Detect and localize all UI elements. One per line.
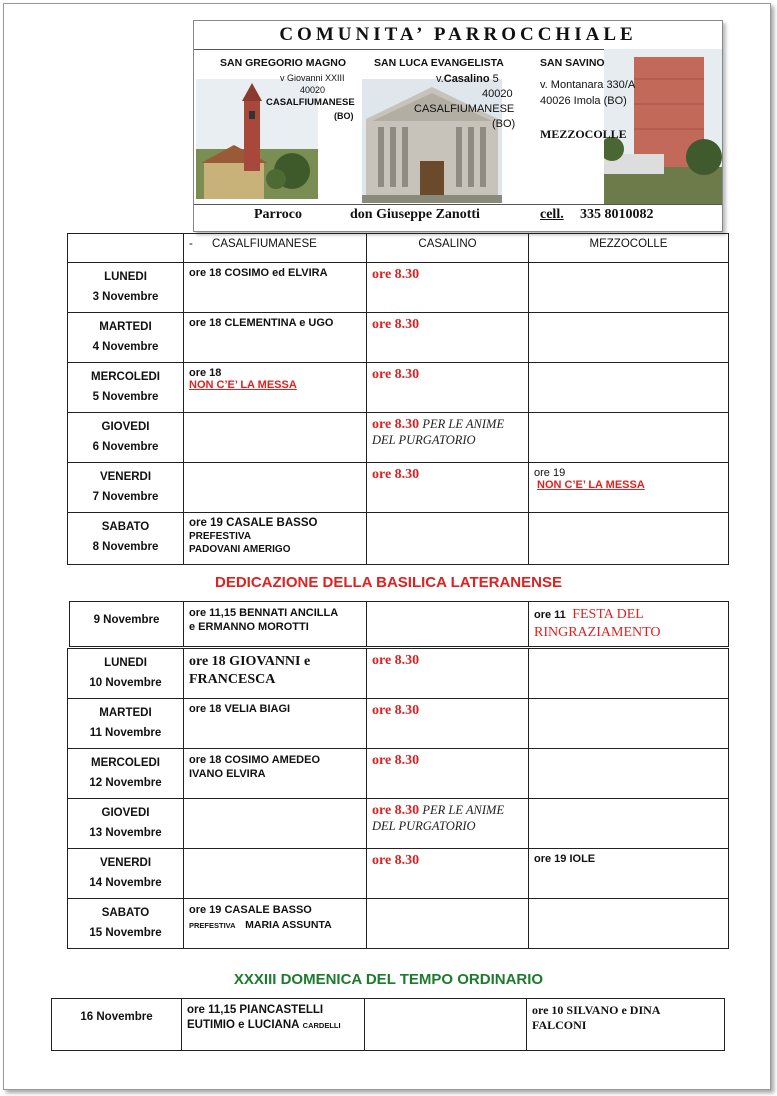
header-title: COMUNITA’ PARROCCHIALE: [279, 24, 637, 45]
mezzocolle-cell: [529, 749, 729, 799]
table-row: [68, 749, 729, 799]
day-cell: LUNEDI 10 Novembre: [68, 649, 184, 699]
day-cell: VENERDI 7 Novembre: [68, 463, 184, 513]
casalfiumanese-cell: ore 18 COSIMO AMEDEO IVANO ELVIRA: [184, 749, 367, 799]
parish-3-name: SAN SAVINO: [540, 57, 605, 69]
casalfiumanese-cell: [184, 413, 367, 463]
day-cell: LUNEDI 3 Novembre: [68, 263, 184, 313]
table-row: [68, 513, 729, 565]
casalfiumanese-cell: [184, 849, 367, 899]
mezzocolle-cell: ore 19 NON C’E’ LA MESSA: [529, 463, 729, 513]
parish-2-street: Casalino: [443, 73, 490, 85]
day-cell: GIOVEDI 13 Novembre: [68, 799, 184, 849]
casalfiumanese-cell: [184, 463, 367, 513]
casalino-cell: ore 8.30: [367, 313, 529, 363]
col-casalfiumanese: [184, 234, 367, 263]
col-casalfiumanese-label: CASALFIUMANESE: [212, 238, 317, 250]
phone-number: 335 8010082: [580, 207, 654, 222]
day-cell: MERCOLEDI 5 Novembre: [68, 363, 184, 413]
mezzocolle-cell: [529, 263, 729, 313]
day-cell: SABATO 15 Novembre: [68, 899, 184, 949]
day-cell: GIOVEDI 6 Novembre: [68, 413, 184, 463]
parish-2-number: 5: [492, 73, 499, 85]
parish-2-prov: (BO): [492, 118, 516, 130]
col-dash: -: [189, 238, 193, 250]
casalino-cell: ore 8.30: [367, 649, 529, 699]
mezzocolle-cell: [529, 513, 729, 565]
schedule-week-1: [67, 233, 729, 565]
table-row: [68, 799, 729, 849]
day-cell: 9 Novembre: [70, 602, 184, 647]
casalino-cell: ore 8.30: [367, 849, 529, 899]
table-row: [68, 313, 729, 363]
mezzocolle-cell: [529, 313, 729, 363]
parish-2-town: CASALFIUMANESE: [414, 103, 515, 115]
casalino-cell: [367, 899, 529, 949]
table-row: [52, 999, 725, 1051]
casalino-cell: ore 8.30 PER LE ANIME DEL PURGATORIO: [367, 799, 529, 849]
parish-header: [193, 20, 723, 232]
casalino-cell: ore 8.30 PER LE ANIME DEL PURGATORIO: [367, 413, 529, 463]
parish-1-cap: 40020: [300, 85, 326, 95]
table-row: [68, 263, 729, 313]
schedule-feast-16-nov: [51, 998, 725, 1051]
parish-3-cap-town: 40026 Imola (BO): [540, 95, 627, 107]
casalfiumanese-cell: ore 18 NON C’E’ LA MESSA: [184, 363, 367, 413]
mezzocolle-cell: ore 10 SILVANO e DINA FALCONI: [527, 999, 725, 1051]
table-row: [68, 463, 729, 513]
casalino-cell: ore 8.30: [367, 463, 529, 513]
parish-2-address: [436, 73, 499, 85]
phone-label: cell.: [540, 207, 564, 222]
casalfiumanese-cell: ore 19 CASALE BASSO PREFESTIVA MARIA ASSUNTA: [184, 899, 367, 949]
priest-role: Parroco: [254, 207, 302, 222]
day-cell: MARTEDI 4 Novembre: [68, 313, 184, 363]
casalino-cell: [367, 513, 529, 565]
header-bottom-divider: [194, 204, 722, 205]
day-cell: MERCOLEDI 12 Novembre: [68, 749, 184, 799]
priest-name: don Giuseppe Zanotti: [350, 207, 480, 222]
casalfiumanese-cell: ore 18 GIOVANNI e FRANCESCA: [184, 649, 367, 699]
day-cell: SABATO 8 Novembre: [68, 513, 184, 565]
schedule-week-2: [67, 648, 729, 949]
mezzocolle-cell: ore 19 IOLE: [529, 849, 729, 899]
table-row: [70, 602, 729, 647]
parish-1-town: CASALFIUMANESE: [266, 97, 355, 108]
mezzocolle-cell: [529, 699, 729, 749]
casalfiumanese-cell: ore 19 CASALE BASSO PREFESTIVA PADOVANI AMERIGO: [184, 513, 367, 565]
casalfiumanese-cell: ore 18 COSIMO ed ELVIRA: [184, 263, 367, 313]
table-row: [68, 699, 729, 749]
table-row: [68, 649, 729, 699]
table-row: [68, 363, 729, 413]
casalino-cell: ore 8.30: [367, 263, 529, 313]
casalfiumanese-cell: ore 11,15 PIANCASTELLI EUTIMIO e LUCIANA CARDELLI: [182, 999, 365, 1051]
mezzocolle-cell: [529, 649, 729, 699]
casalino-cell: ore 8.30: [367, 363, 529, 413]
parish-2-address-prefix: v.: [436, 73, 444, 85]
feast-title-dedication: DEDICAZIONE DELLA BASILICA LATERANENSE: [215, 574, 562, 591]
col-mezzocolle: MEZZOCOLLE: [529, 234, 729, 263]
mezzocolle-cell: [529, 413, 729, 463]
parish-3-address: v. Montanara 330/A: [540, 79, 636, 91]
parish-2-name: SAN LUCA EVANGELISTA: [374, 57, 504, 69]
schedule-feast-9-nov: [69, 601, 729, 647]
casalino-cell: ore 8.30: [367, 749, 529, 799]
parish-1-prov: (BO): [334, 111, 354, 121]
casalfiumanese-cell: ore 18 VELIA BIAGI: [184, 699, 367, 749]
parish-1-address: v Giovanni XXIII: [280, 73, 345, 83]
parish-3-town: MEZZOCOLLE: [540, 127, 627, 141]
table-row: [68, 899, 729, 949]
casalino-cell: ore 8.30: [367, 699, 529, 749]
parish-2-cap: 40020: [482, 88, 513, 100]
day-cell: VENERDI 14 Novembre: [68, 849, 184, 899]
table-row: [68, 849, 729, 899]
day-cell: MARTEDI 11 Novembre: [68, 699, 184, 749]
casalfiumanese-cell: [184, 799, 367, 849]
mezzocolle-cell: ore 11 FESTA DEL RINGRAZIAMENTO: [529, 602, 729, 647]
day-cell: 16 Novembre: [52, 999, 182, 1051]
mezzocolle-cell: [529, 799, 729, 849]
mezzocolle-cell: [529, 899, 729, 949]
table-row: [68, 413, 729, 463]
header-empty-cell: [68, 234, 184, 263]
church-photo-san-luca: [362, 79, 502, 203]
col-casalino: CASALINO: [367, 234, 529, 263]
feast-title-sunday: XXXIII DOMENICA DEL TEMPO ORDINARIO: [233, 971, 544, 988]
casalino-cell: [367, 602, 529, 647]
casalino-cell: [365, 999, 527, 1051]
casalfiumanese-cell: ore 11,15 BENNATI ANCILLA e ERMANNO MOROTTI: [184, 602, 367, 647]
column-header-row: [68, 234, 729, 263]
parish-1-name: SAN GREGORIO MAGNO: [220, 57, 347, 69]
mezzocolle-cell: [529, 363, 729, 413]
casalfiumanese-cell: ore 18 CLEMENTINA e UGO: [184, 313, 367, 363]
